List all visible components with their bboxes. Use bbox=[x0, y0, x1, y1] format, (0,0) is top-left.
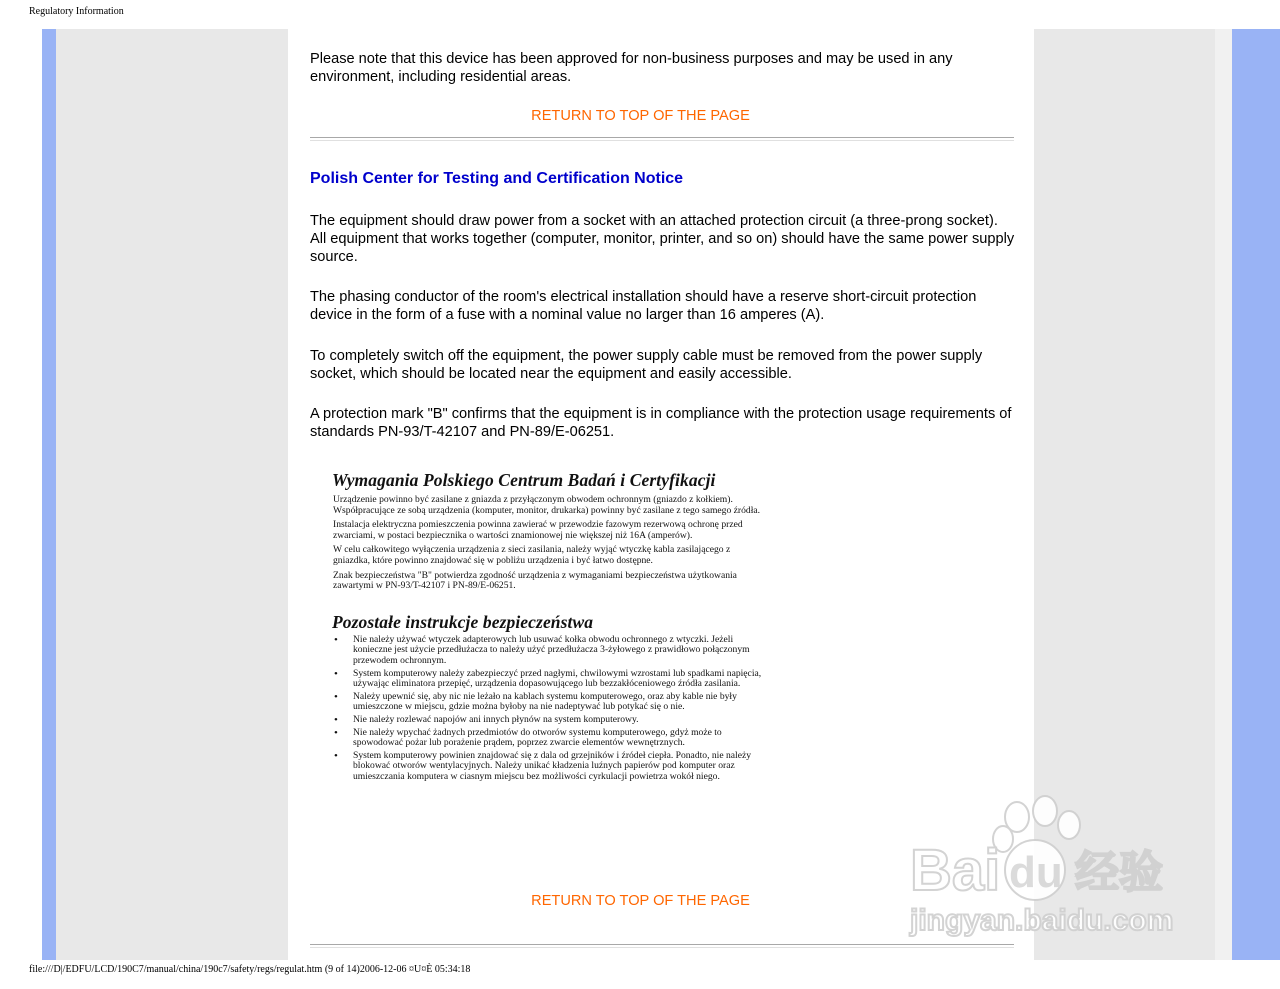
scan-bullet: • Nie należy używać wtyczek adapterowych lub usuwać kołka obwodu ochronnego z wtyczki. Jeżeli konieczne jest użycie przedłużacza to należy użyć przedłużacza 3-żyłowego z prawidłowo połączonym przewodem ochronnym. bbox=[353, 635, 762, 667]
scan-heading-requirements: Wymagania Polskiego Centrum Badań i Certyfikacji bbox=[332, 470, 716, 490]
scan-bullet: • Nie należy wpychać żadnych przedmiotów do otworów systemu komputerowego, gdyż może to spowodować pożar lub porażenie prądem, poprzez zwarcie elementów wewnętrznych. bbox=[353, 728, 762, 749]
scan-paragraph: W celu całkowitego wyłączenia urządzenia z sieci zasilania, należy wyjąć wtyczkę kabla zasilającego z gniazdka, które powinno znajdować się w pobliżu urządzenia i być łatwo dostępne. bbox=[333, 544, 731, 566]
section-title: Polish Center for Testing and Certification Notice bbox=[310, 170, 684, 187]
polish-paragraph-4-wrap bbox=[310, 405, 1015, 441]
watermark-url: jingyan.baidu.com bbox=[910, 904, 1174, 937]
print-header: Regulatory Information bbox=[29, 6, 124, 17]
print-footer: file:///D|/EDFU/LCD/190C7/manual/china/190c7/safety/regs/regulat.htm (9 of 14)2006-12-06 ¤U¤È 05:34:18 bbox=[29, 964, 471, 975]
watermark-cn: 经验 bbox=[1075, 847, 1163, 898]
scan-paragraph: Znak bezpieczeństwa "B" potwierdza zgodność urządzenia z wymaganiami bezpieczeństwa użytkowania zawartymi w PN-93/T-42107 i PN-89/E-06251. bbox=[333, 569, 737, 592]
return-top-link-2[interactable]: RETURN TO TOP OF THE PAGE bbox=[531, 893, 750, 909]
divider bbox=[310, 137, 1014, 141]
watermark-brand: Bai bbox=[910, 838, 1001, 903]
scan-paragraph: Urządzenie powinno być zasilane z gniazda z przyłączonym obwodem ochronnym (gniazdo z kołkiem). Współpracujące ze sobą urządzenia (komputer, monitor, drukarka) powinny być zasilane z tego samego źródła. bbox=[333, 494, 761, 516]
left-gray-margin bbox=[56, 29, 288, 960]
scan-bullet-list bbox=[332, 635, 762, 783]
approval-note: Please note that this device has been approved for non-business purposes and may be used in any environment, including residential areas. bbox=[310, 51, 953, 85]
baidu-watermark bbox=[905, 795, 1215, 945]
scan-paragraph: Instalacja elektryczna pomieszczenia powinna zawierać w przewodzie fazowym rezerwową ochronę przed zwarciami, w postaci bezpiecznika o wartości znamionowej nie większej niż 16A (amperów). bbox=[333, 519, 743, 541]
scan-heading-safety: Pozostałe instrukcje bezpieczeństwa bbox=[332, 611, 594, 632]
polish-paragraph-2-wrap bbox=[310, 288, 1015, 324]
polish-paragraph-3-wrap bbox=[310, 347, 1015, 383]
scan-bullet: • Nie należy rozlewać napojów ani innych płynów na system komputerowy. bbox=[353, 715, 762, 726]
polish-paragraph: A protection mark "B" confirms that the equipment is in compliance with the protection usage requirements of standards PN-93/T-42107 and PN-89/E-06251. bbox=[310, 406, 1012, 440]
watermark-brand-du: du bbox=[1009, 848, 1063, 897]
right-blue-band bbox=[1232, 29, 1280, 960]
scan-bullet: • Należy upewnić się, aby nic nie leżało na kablach systemu komputerowego, oraz aby kable nie były umieszczone w miejscu, gdzie można byłoby na nie nadeptywać lub potykać się o nie. bbox=[353, 692, 762, 713]
polish-section bbox=[310, 170, 1015, 188]
polish-notice-scan bbox=[332, 470, 762, 855]
polish-paragraph: The equipment should draw power from a socket with an attached protection circuit (a three-prong socket). All equipment that works together (computer, monitor, printer, and so on) should have the same power supply source. bbox=[310, 213, 1015, 265]
polish-paragraph: To completely switch off the equipment, the power supply cable must be removed from the power supply socket, which should be located near the equipment and easily accessible. bbox=[310, 348, 983, 382]
left-blue-band bbox=[42, 29, 56, 960]
polish-paragraph-1-wrap bbox=[310, 212, 1015, 266]
right-light-strip bbox=[1215, 29, 1232, 960]
polish-paragraph: The phasing conductor of the room's electrical installation should have a reserve short-circuit protection device in the form of a fuse with a nominal value no larger than 16 amperes (A). bbox=[310, 289, 977, 323]
return-top-link-1[interactable]: RETURN TO TOP OF THE PAGE bbox=[531, 108, 750, 124]
scan-bullet: • System komputerowy powinien znajdować się z dala od grzejników i źródeł ciepła. Ponadto, nie należy blokować otworów wentylacyjnych. Należy unikać kładzenia luźnych papierów pod komputer oraz umieszczania komputera w ciasnym miejscu bez możliwości cyrkulacji powietrza wokół niego. bbox=[353, 751, 762, 783]
intro-section bbox=[310, 50, 1015, 86]
scan-bullet: • System komputerowy należy zabezpieczyć przed nagłymi, chwilowymi wzrostami lub spadkami napięcia, używając eliminatora przepięć, urządzenia dopasowującego lub bezzakłóceniowego źródła zasilania. bbox=[353, 669, 762, 690]
